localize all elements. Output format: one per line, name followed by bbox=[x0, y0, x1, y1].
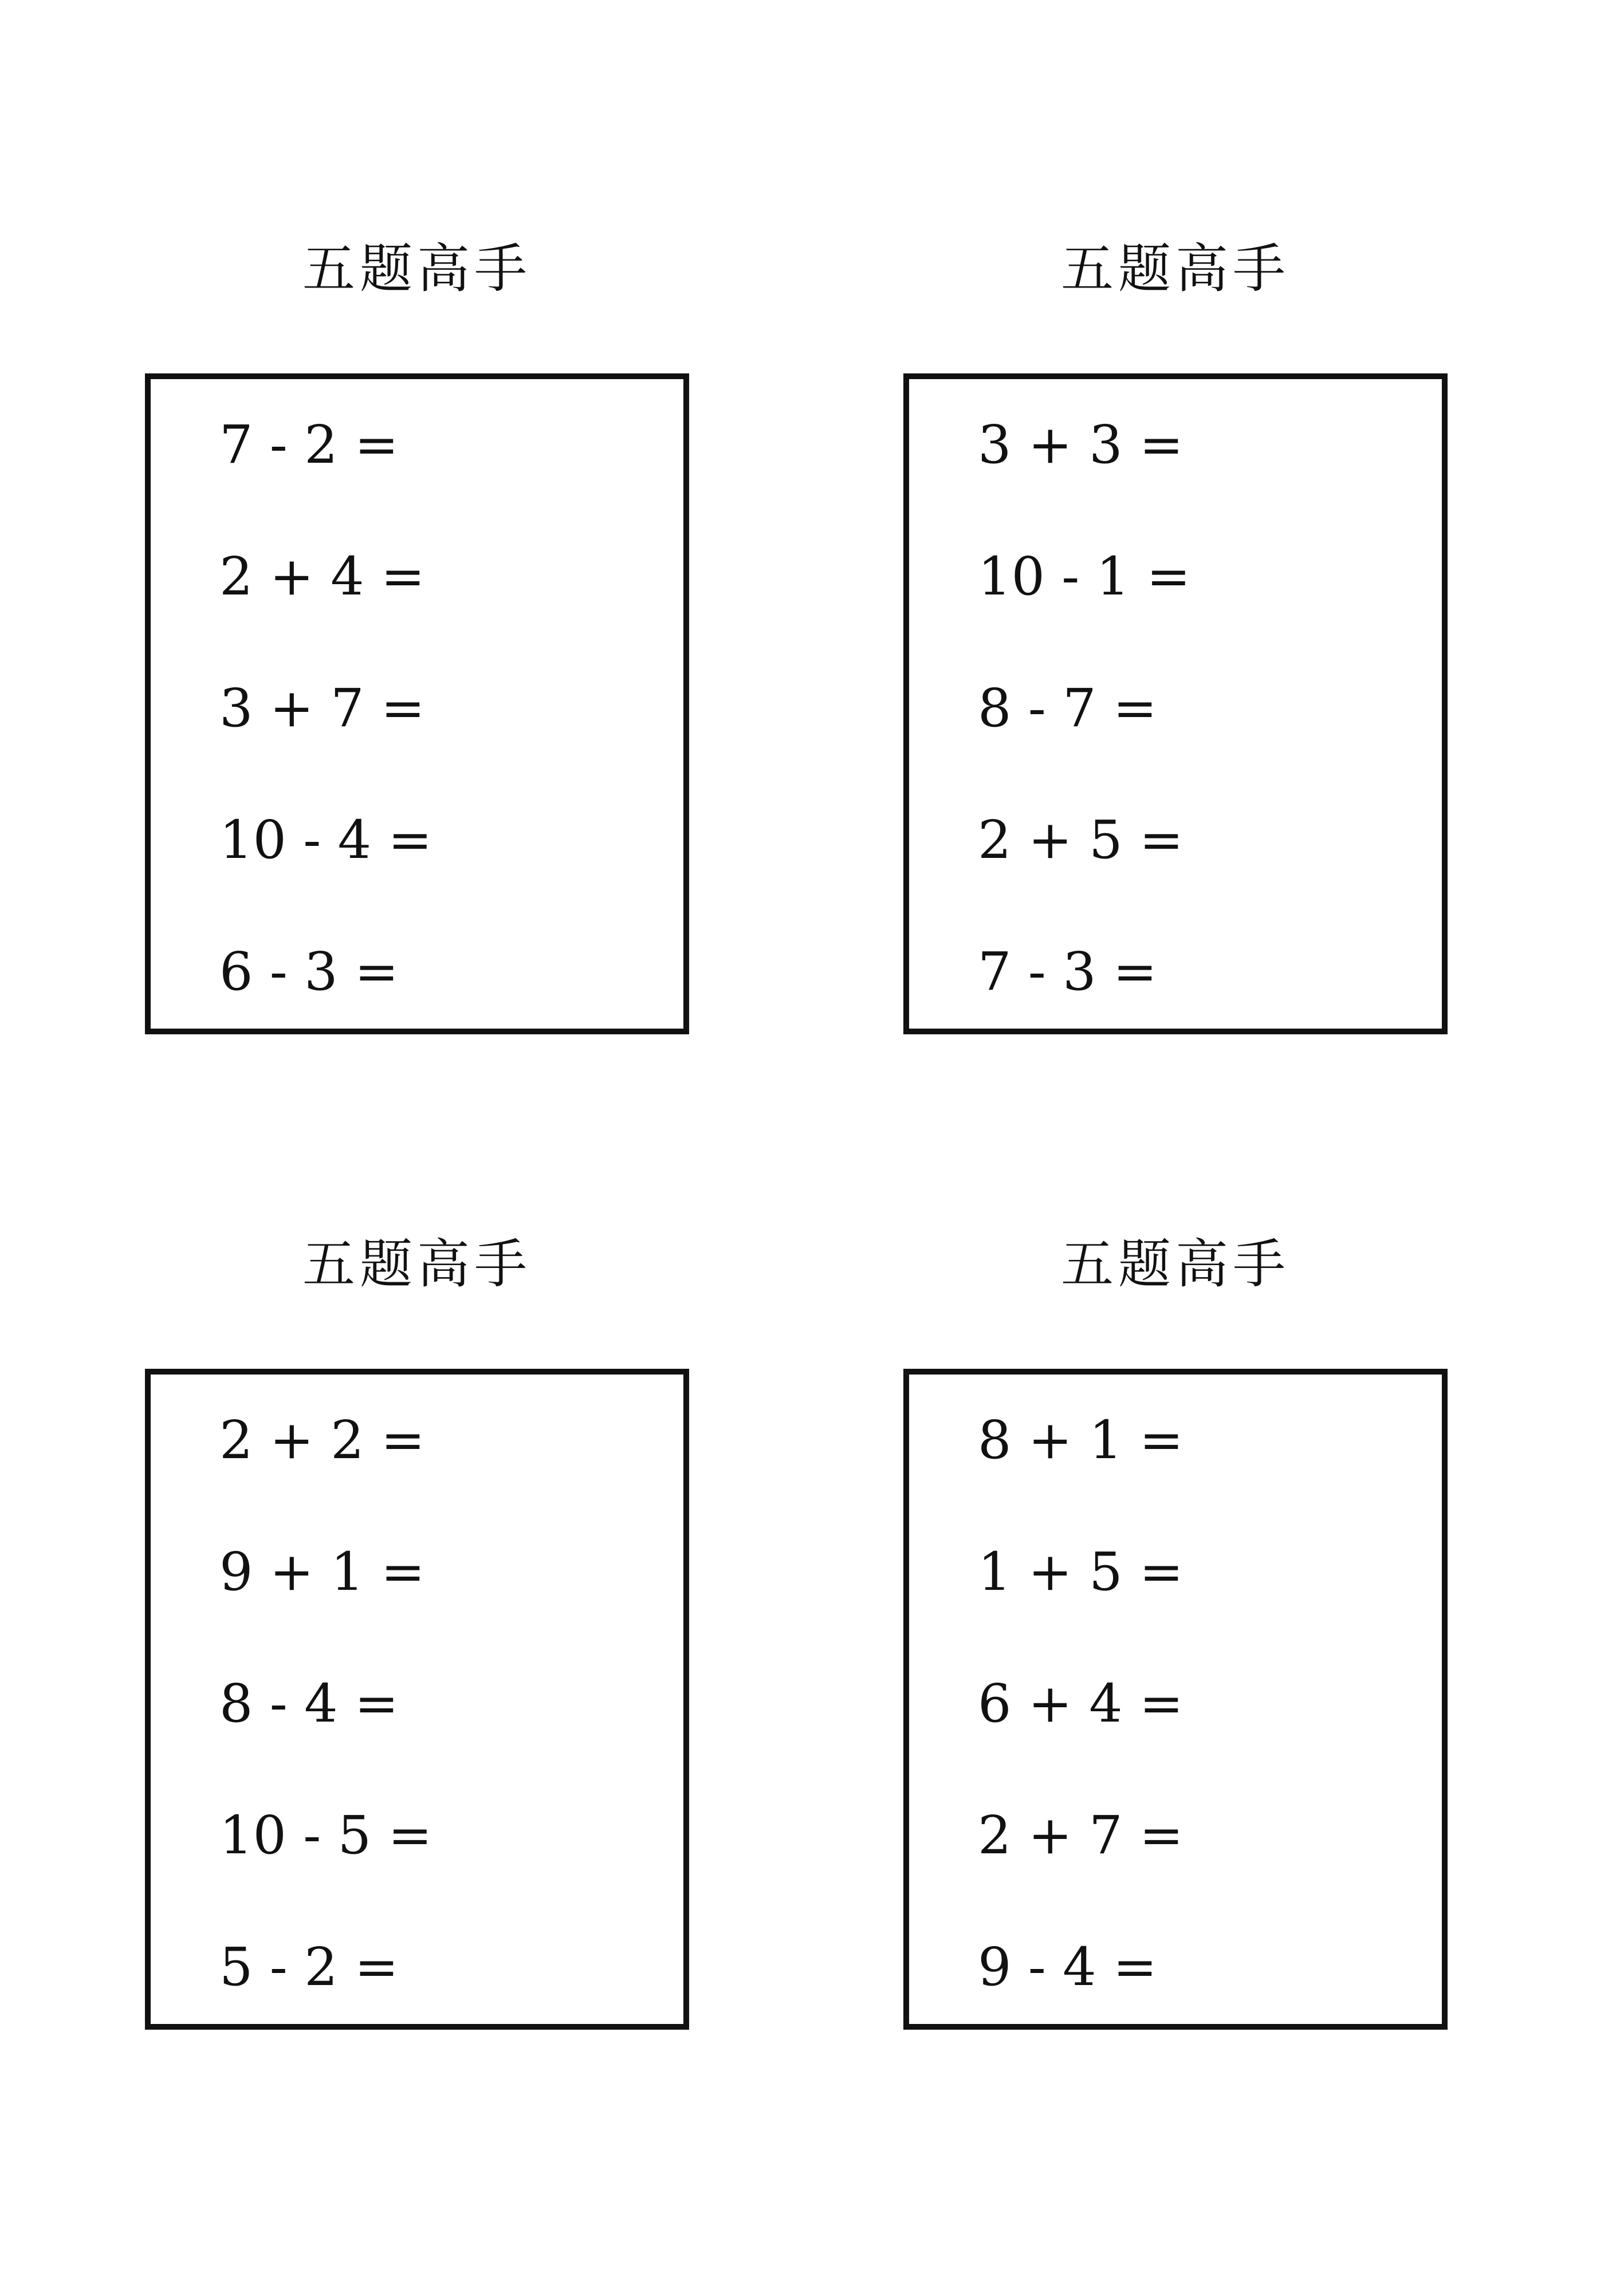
exercise-card-bottom-left bbox=[145, 1213, 689, 1998]
card-title: 五题高手 bbox=[1060, 238, 1290, 300]
card-title: 五题高手 bbox=[1060, 1234, 1290, 1295]
problem-item: 7 - 3 = bbox=[978, 941, 1157, 1002]
problem-item: 1 + 5 = bbox=[978, 1541, 1183, 1602]
problem-item: 9 + 1 = bbox=[219, 1541, 425, 1602]
problem-item: 2 + 7 = bbox=[978, 1805, 1183, 1866]
problem-item: 5 - 2 = bbox=[219, 1936, 399, 1998]
problem-item: 9 - 4 = bbox=[978, 1936, 1157, 1998]
problem-item: 2 + 2 = bbox=[219, 1409, 425, 1471]
problem-item: 2 + 4 = bbox=[219, 546, 425, 607]
problem-item: 7 - 2 = bbox=[219, 414, 399, 475]
exercise-card-bottom-right bbox=[903, 1213, 1448, 1998]
problem-item: 10 - 1 = bbox=[978, 546, 1191, 607]
problem-item: 10 - 5 = bbox=[219, 1805, 432, 1866]
problem-item: 8 - 4 = bbox=[219, 1673, 399, 1734]
problem-item: 6 - 3 = bbox=[219, 941, 399, 1002]
problem-box bbox=[903, 1369, 1448, 2030]
problem-item: 8 + 1 = bbox=[978, 1409, 1183, 1471]
exercise-card-top-left bbox=[145, 218, 689, 1002]
problem-item: 8 - 7 = bbox=[978, 678, 1157, 739]
card-title: 五题高手 bbox=[302, 238, 532, 300]
card-title: 五题高手 bbox=[302, 1234, 532, 1295]
problem-box bbox=[145, 1369, 689, 2030]
exercise-card-top-right bbox=[903, 218, 1448, 1002]
problem-item: 2 + 5 = bbox=[978, 809, 1183, 871]
problem-item: 3 + 3 = bbox=[978, 414, 1183, 475]
problem-item: 6 + 4 = bbox=[978, 1673, 1183, 1734]
problem-box bbox=[903, 373, 1448, 1034]
problem-item: 10 - 4 = bbox=[219, 809, 432, 871]
problem-box bbox=[145, 373, 689, 1034]
problem-item: 3 + 7 = bbox=[219, 678, 425, 739]
